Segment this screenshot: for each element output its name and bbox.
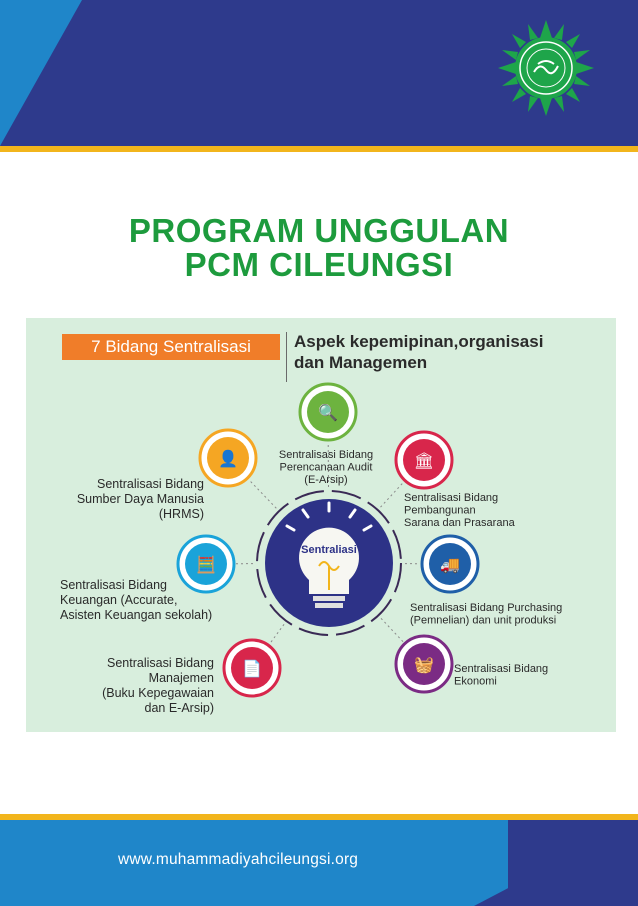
item-label-line: Sumber Daya Manusia [76, 492, 204, 506]
page-title [0, 214, 638, 282]
user-icon-glyph: 👤 [218, 449, 238, 468]
header-accent-triangle [0, 0, 82, 146]
search-icon-glyph: 🔍 [318, 403, 338, 422]
title-line-1: PROGRAM UNGGULAN [128, 212, 510, 249]
item-label-line: Sentralisasi Bidang [106, 656, 214, 670]
aspek-line-2: dan Managemen [294, 353, 428, 372]
item-5 [102, 624, 284, 715]
title-line-2: PCM CILEUNGSI [184, 246, 454, 283]
item-label-line: (E-Arsip) [304, 474, 348, 486]
item-3 [405, 536, 562, 627]
item-label-line: (HRMS) [158, 507, 204, 521]
document-icon-glyph: 📄 [242, 659, 262, 678]
connector-line [381, 482, 404, 507]
aspek-line-1: Aspek kepemipinan,organisasi [294, 332, 544, 351]
item-label-line: Perencanaan Audit [279, 461, 373, 474]
muhammadiyah-logo-icon [496, 18, 596, 118]
truck-icon-glyph: 🚚 [440, 555, 460, 574]
item-label [102, 656, 214, 715]
item-label-line: Sentralisasi Bidang [404, 492, 499, 504]
item-label [410, 602, 562, 627]
footer-url-link[interactable]: www.muhammadiyahcileungsi.org [118, 851, 359, 868]
calculator-icon-glyph: 🧮 [196, 555, 216, 574]
footer-accent-block [508, 820, 638, 906]
item-label [279, 449, 373, 486]
basket-icon-glyph: 🧺 [414, 655, 434, 674]
item-label-line: (Buku Kepegawaian [102, 686, 214, 700]
bidang-badge: 7 Bidang Sentralisasi [62, 334, 280, 360]
item-label-line: Sentralisasi Bidang Purchasing [410, 602, 563, 614]
item-label-line: Manajemen [148, 671, 214, 685]
item-label-line: (Pemnelian) dan unit produksi [410, 614, 557, 627]
connector-line [249, 480, 277, 509]
item-label-line: Ekonomi [454, 675, 497, 688]
item-label-line: dan E-Arsip) [144, 701, 214, 715]
item-6 [60, 536, 253, 622]
item-label-line: Sarana dan Prasarana [404, 517, 515, 529]
item-label [77, 477, 204, 521]
item-label [404, 492, 516, 529]
item-7 [77, 430, 276, 521]
connector-line [381, 618, 403, 642]
item-label-line: Sentralisasi Bidang [96, 477, 204, 491]
sentralisasi-diagram [26, 318, 616, 732]
item-label-line: Sentralisasi Bidang [454, 663, 549, 675]
item-2 [381, 432, 516, 529]
connector-line [270, 624, 284, 644]
item-4 [381, 618, 548, 692]
item-label [454, 663, 548, 688]
item-label-line: Keuangan (Accurate, [60, 593, 178, 607]
header-gold-stripe [0, 146, 638, 152]
item-label-line: Pembangunan [404, 504, 476, 517]
item-1 [279, 384, 373, 487]
center-label: Sentraliasi [301, 544, 357, 556]
bank-icon-glyph: 🏛 [413, 451, 435, 470]
item-label-line: Asisten Keuangan sekolah) [60, 608, 213, 622]
item-label-line: Sentralisasi Bidang [278, 449, 374, 461]
item-label-line: Sentralisasi Bidang [60, 578, 168, 592]
